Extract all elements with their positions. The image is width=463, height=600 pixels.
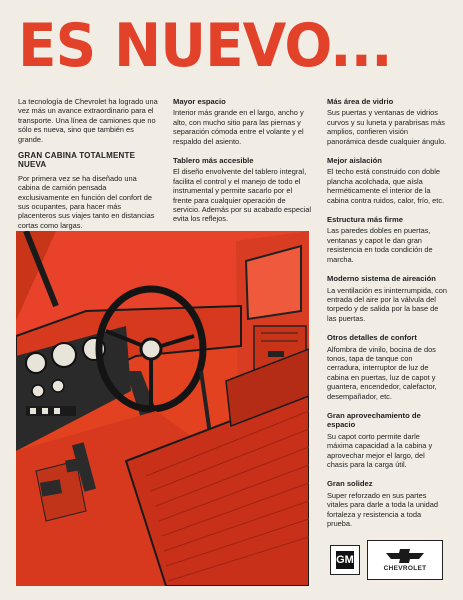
intro-column [18, 97, 158, 237]
feature-section [327, 215, 447, 264]
logos [330, 540, 443, 580]
feature-text: Sus puertas y ventanas de vidrios curvos y su luneta y parabrisas más amplios, confieren visión panorámica desde cualquier ángulo. [327, 108, 447, 146]
feature-text: Super reforzado en sus partes vitales para darle a toda la unidad fortaleza y resistencia a toda prueba. [327, 490, 438, 529]
feature-text: Las paredes dobles en puertas, ventanas y capot le dan gran resistencia en toda condición de marcha. [327, 226, 433, 264]
intro-paragraph-2: Por primera vez se ha diseñado una cabina de camión pensada exclusivamente en función del confort de sus ocupantes, para hacer más placenteros sus viajes tanto en distancias cortas como largas. [18, 173, 155, 230]
feature-section [327, 479, 447, 528]
gm-logo [330, 545, 360, 575]
headline: ES NUEVO... [18, 11, 392, 81]
feature-title: Más área de vidrio [327, 97, 394, 106]
feature-title: Gran solidez [327, 479, 373, 489]
feature-section [173, 156, 312, 224]
feature-section [327, 411, 447, 469]
feature-section [327, 97, 447, 146]
feature-section [327, 156, 447, 205]
intro-paragraph: La tecnología de Chevrolet ha logrado una vez más un avance extraordinario para el transporte. Una línea de camiones que no sólo es nueva, sino que también es grande. [18, 97, 158, 144]
cabin-interior-image [16, 231, 309, 586]
middle-column [173, 97, 312, 234]
feature-section [327, 333, 447, 401]
cabin-illustration [16, 231, 309, 586]
feature-text: La ventilación es ininterrumpida, con entrada del aire por la válvula del torpedo y de salida por la base de las puertas. [327, 285, 447, 323]
feature-text: El techo está construido con doble plancha acolchada, que aísla herméticamente el interior de la cabina contra ruidos, calor, frío, etc. [327, 167, 445, 205]
chevrolet-bowtie-icon [386, 549, 424, 563]
feature-section [173, 97, 312, 146]
chevrolet-wordmark: CHEVROLET [383, 564, 427, 572]
feature-text: Su capot corto permite darle máxima capacidad a la cabina y aprovechar mejor el largo, del chasis para la carga útil. [327, 431, 433, 469]
chevrolet-logo [367, 540, 443, 580]
feature-title: Mejor aislación [327, 156, 382, 166]
intro-heading: GRAN CABINA TOTALMENTE NUEVA [18, 151, 136, 170]
right-column [327, 97, 447, 538]
feature-title: Estructura más firme [327, 215, 403, 225]
gm-logo-mark: GM [336, 551, 354, 569]
feature-text: Alfombra de vinilo, bocina de dos tonos, tapa de tanque con cerradura, interruptor de luz de cabina en puertas, luz de capot y guantera, encendedor, calefactor, desempañador, etc. [327, 344, 437, 401]
feature-title: Mayor espacio [173, 97, 226, 106]
feature-title: Gran aprovechamiento de espacio [327, 410, 421, 430]
feature-title: Moderno sistema de aireación [327, 274, 436, 284]
feature-text: El diseño envolvente del tablero integral, facilita el control y el manejo de todo el instrumental y permite sacarlo por el frente para cualquier operación de servicio. Además por su acabado especial evita los reflejos. [173, 167, 312, 224]
feature-text: Interior más grande en el largo, ancho y alto, con mucho sitio para las piernas y separación cómoda entre el volante y el respaldo del asiento. [173, 108, 304, 146]
feature-section [327, 274, 447, 323]
feature-title: Otros detalles de confort [327, 333, 417, 343]
feature-title: Tablero más accesible [173, 156, 254, 166]
